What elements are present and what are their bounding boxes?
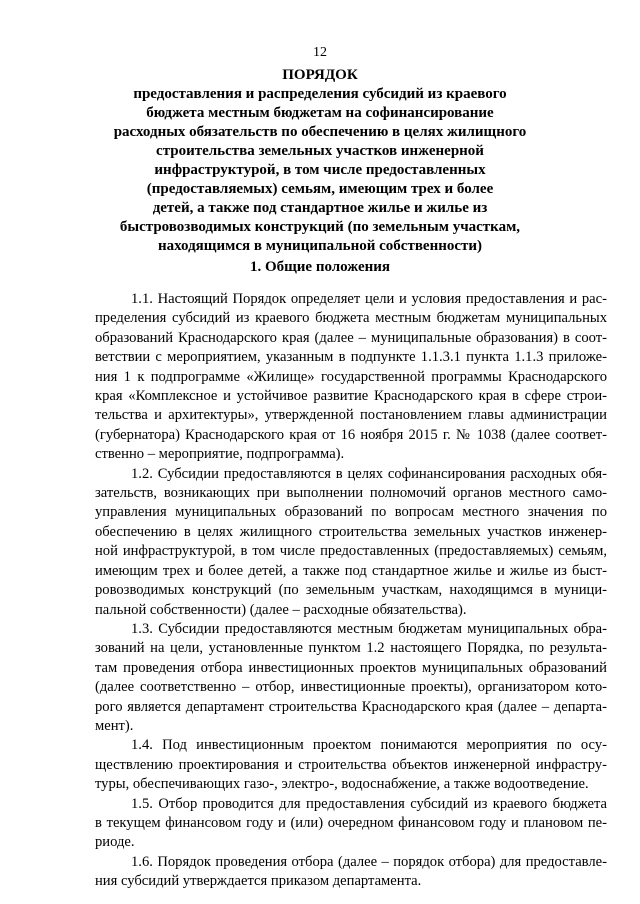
title-line: строительства земельных участков инженерной <box>156 143 484 159</box>
text-line: туры, обеспечивающих газо-, электро-, водоснабжение, а также водоотведение. <box>95 776 589 793</box>
text-line: там проведения отбора инвестиционных проектов муниципальных образований <box>95 659 607 676</box>
paragraph-1-4 <box>95 736 607 794</box>
text-line: края «Комплексное и устойчивое развитие Краснодарского края в сфере строи- <box>95 388 607 405</box>
text-line: ственно – мероприятие, подпрограмма). <box>95 446 345 463</box>
text-line: (далее соответственно – отбор, инвестиционные проекты), организатором кото- <box>95 679 607 696</box>
paragraph-1-3 <box>95 620 607 736</box>
text-line: 1.6. Порядок проведения отбора (далее – порядок отбора) для предоставле- <box>131 853 607 870</box>
document-body <box>95 290 607 892</box>
text-line: 1.2. Субсидии предоставляются в целях софинансирования расходных обя- <box>131 465 607 482</box>
title-line: ПОРЯДОК <box>282 67 358 83</box>
text-line: ветствии с мероприятием, указанным в подпункте 1.1.3.1 пункта 1.1.3 приложе- <box>95 349 607 366</box>
text-line: 1.1. Настоящий Порядок определяет цели и условия предоставления и рас- <box>131 291 607 307</box>
title-line: детей, а также под стандартное жилье и жилье из <box>152 200 488 216</box>
text-line: в текущем финансовом году и (или) очередном финансовом году и плановом пе- <box>95 814 607 831</box>
title-line: инфраструктурой, в том числе предоставленных <box>154 162 486 178</box>
section-heading: 1. Общие положения <box>249 259 391 275</box>
paragraph-1-5 <box>95 795 607 853</box>
text-line: ной инфраструктурой, в том числе предоставленных (предоставляемых) семьям, <box>95 543 607 560</box>
document-title <box>0 66 640 256</box>
title-line: (предоставляемых) семьям, имеющим трех и более <box>146 181 494 197</box>
paragraph-1-6 <box>95 853 607 892</box>
text-line: риоде. <box>95 834 135 851</box>
text-line: 1.5. Отбор проводится для предоставления субсидий из краевого бюджета <box>131 795 607 812</box>
text-line: управления муниципальных образований по вопросам местного значения по <box>95 504 607 521</box>
text-line: зательств, возникающих при выполнении полномочий органов местного само- <box>95 485 607 502</box>
paragraph-1-1 <box>95 290 607 465</box>
text-line: (губернатора) Краснодарского края от 16 ноября 2015 г. № 1038 (далее соответ- <box>95 426 607 443</box>
text-line: мент). <box>95 717 134 734</box>
text-line: обеспечению в целях жилищного строительства земельных участков инженер- <box>95 523 607 540</box>
text-line: пальной собственности) (далее – расходные обязательства). <box>95 601 467 618</box>
page-number: 12 <box>313 45 327 60</box>
text-line: образований Краснодарского края (далее – муниципальные образования) в соот- <box>95 329 607 346</box>
text-line: ровозводимых конструкций (по земельным участкам, находящимся в муници- <box>95 582 607 599</box>
title-line: предоставления и распределения субсидий из краевого <box>133 86 507 102</box>
text-line: ния 1 к подпрограмме «Жилище» государственной программы Краснодарского <box>95 368 607 385</box>
text-line: ния субсидий утверждается приказом департамента. <box>95 873 422 890</box>
paragraph-1-2 <box>95 465 607 620</box>
text-line: имеющим трех и более детей, а также под стандартное жилье и жилье из быст- <box>95 562 607 579</box>
title-line: находящимся в муниципальной собственности) <box>157 238 483 254</box>
title-line: расходных обязательств по обеспечению в целях жилищного <box>113 124 527 140</box>
title-line: быстровозводимых конструкций (по земельным участкам, <box>119 219 521 235</box>
text-line: 1.3. Субсидии предоставляются местным бюджетам муниципальных обра- <box>131 620 607 637</box>
text-line: рого является департамент строительства Краснодарского края (далее – департа- <box>95 698 607 715</box>
text-line: зований на цели, установленные пунктом 1.2 настоящего Порядка, по результа- <box>95 640 607 657</box>
title-line: бюджета местным бюджетам на софинансирование <box>146 105 494 121</box>
text-line: 1.4. Под инвестиционным проектом понимаются мероприятия по осу- <box>131 737 607 754</box>
text-line: ществлению проектирования и строительства объектов инженерной инфрастру- <box>95 756 607 773</box>
text-line: пределения субсидий из краевого бюджета местным бюджетам муниципальных <box>95 310 607 327</box>
text-line: тельства и архитектуры», утвержденной постановлением главы администрации <box>95 407 607 424</box>
